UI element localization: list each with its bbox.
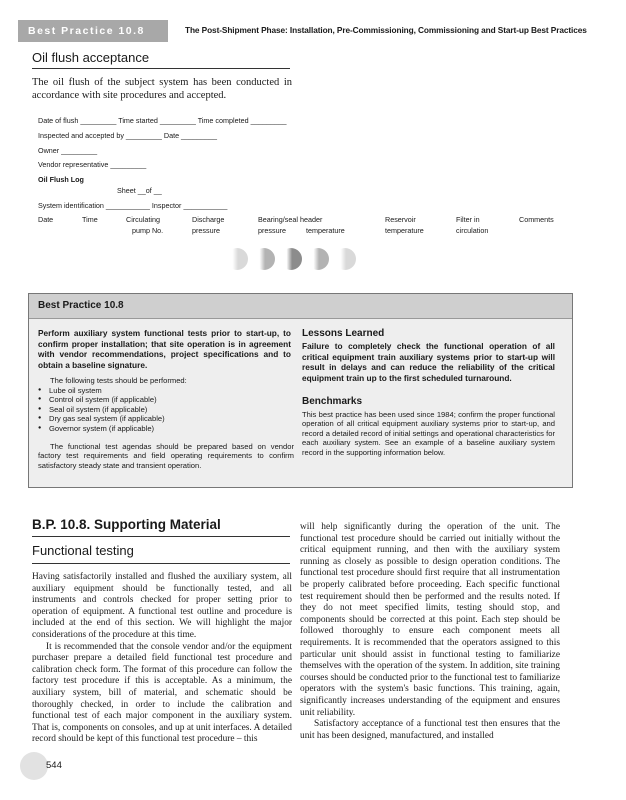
form-line-system-id: System identification ___________ Inspector ___________ — [38, 201, 228, 210]
paragraph: Satisfactory acceptance of a functional test then ensures that the unit has been designed, manufactured, and installed — [300, 719, 560, 741]
paragraph: Having satisfactorily installed and flushed the auxiliary system, all auxiliary equipment should be functionally tested, and all instruments and controls checked for proper setting prior to operation of equipment. A functional test outline and procedure is included at the end of this section. We will highlight the major considerations of the procedure at this time. — [32, 572, 292, 640]
body-column-left — [32, 572, 292, 746]
form-line-owner: Owner _________ — [38, 146, 98, 155]
list-item: ● Seal oil system (if applicable) — [38, 405, 288, 414]
running-title: The Post-Shipment Phase: Installation, Pre-Commissioning, Commissioning and Start-up Best Practices — [185, 25, 587, 35]
tests-list — [38, 386, 288, 433]
log-col-time: Time — [82, 215, 98, 224]
divider-dot — [280, 248, 302, 270]
tests-intro: The following tests should be performed: — [50, 376, 187, 385]
log-col-filter-circulation: Filter in circulation — [456, 215, 489, 235]
log-col-date: Date — [38, 215, 54, 224]
form-line-inspected: Inspected and accepted by _________ Date _________ — [38, 131, 218, 140]
divider-dot — [253, 248, 275, 270]
log-col-reservoir-temperature: Reservoir temperature — [385, 215, 424, 235]
body-column-right — [300, 522, 560, 742]
form-line-date-of-flush: Date of flush _________ Time started _________ Time completed _________ — [38, 116, 287, 125]
log-col-discharge-pressure: Discharge pressure — [192, 215, 225, 235]
lessons-learned-heading: Lessons Learned — [302, 328, 385, 339]
functional-testing-heading: Functional testing — [32, 543, 134, 558]
page-number-marker — [20, 752, 48, 780]
list-item: ● Dry gas seal system (if applicable) — [38, 414, 288, 423]
list-item: ● Lube oil system — [38, 386, 288, 395]
lessons-learned-text: Failure to completely check the functional operation of all critical equipment train auxiliary systems prior to start-up will result in delays and can reduce the reliability of the critical equipment train up to the first scheduled turnaround. — [302, 341, 555, 383]
oil-flush-log-title: Oil Flush Log — [38, 175, 84, 184]
paragraph: It is recommended that the console vendor and/or the equipment purchaser prepare a detailed field functional test procedure and calibration check form. The format of this procedure can follow the factory test procedure if this is acceptable. As a minimum, the auxiliary system, bill of material, and schematic should be thoroughly checked, in order to include the calibration and functional test of each major component in the auxiliary system. That is, components on consoles, and up at unit interfaces. A detailed record should be kept of this functional test procedure – this — [32, 641, 292, 745]
log-col-bearing-seal-header: Bearing/seal header pressure temperature — [258, 215, 345, 235]
section-divider-dots — [226, 248, 356, 276]
benchmarks-heading: Benchmarks — [302, 396, 363, 407]
heading-rule — [32, 563, 290, 564]
best-practice-statement: Perform auxiliary system functional tests prior to start-up, to confirm proper installation; that site operation is in agreement with vendor recommendations, project specifications and to obtain a baseline signature. — [38, 328, 291, 370]
paragraph: will help significantly during the operation of the unit. The functional test procedure should be carried out initially without the critical equipment running, and then with the auxiliary system running as closely as possible to design operation conditions. The functional test procedure should first require that all instrumentation be properly calibrated before proceeding. Each specific functional test requirement should then be performed and the results noted. If they do not meet specified limits, testing should stop, and components should be corrected at this point. Each step should be followed thoroughly to ensure each component meets all requirements. It is recommended that the operators assigned to this particular unit should assist in functional testing to familiarize themselves with the operation of the system. In addition, site training courses should be conducted prior to the functional test to familiarize operators with the system's basic functions. This training, again, significantly increases understanding of the equipment and ensures unit reliability. — [300, 522, 560, 718]
supporting-material-heading: B.P. 10.8. Supporting Material — [32, 517, 221, 532]
log-col-circulating-pump: Circulating pump No. — [126, 215, 164, 235]
list-item: ● Control oil system (if applicable) — [38, 395, 288, 404]
divider-dot — [226, 248, 248, 270]
oil-flush-intro: The oil flush of the subject system has been conducted in accordance with site procedures and accepted. — [32, 77, 292, 101]
page-number: 544 — [46, 760, 62, 771]
heading-rule — [32, 536, 290, 537]
benchmarks-text: This best practice has been used since 1984; confirm the proper functional operation of all critical equipment auxiliary systems prior to start-up, and record a detailed record of initial settings and operational characteristics for each auxiliary system. See an example of a baseline auxiliary system record in the supporting information below. — [302, 410, 555, 457]
heading-rule — [32, 68, 290, 69]
form-line-vendor: Vendor representative _________ — [38, 160, 147, 169]
list-item: ● Governor system (if applicable) — [38, 424, 288, 433]
header-section-tab: Best Practice 10.8 — [18, 20, 168, 42]
section-heading-oil-flush: Oil flush acceptance — [32, 50, 150, 65]
test-agendas-note: The functional test agendas should be prepared based on vendor factory test requirements and field operating requirements to confirm satisfactory steady state and transient operation. — [38, 442, 294, 470]
best-practice-box-title: Best Practice 10.8 — [38, 300, 124, 311]
divider-dot — [334, 248, 356, 270]
sheet-number: Sheet __of __ — [117, 186, 162, 195]
log-col-comments: Comments — [519, 215, 554, 224]
divider-dot — [307, 248, 329, 270]
